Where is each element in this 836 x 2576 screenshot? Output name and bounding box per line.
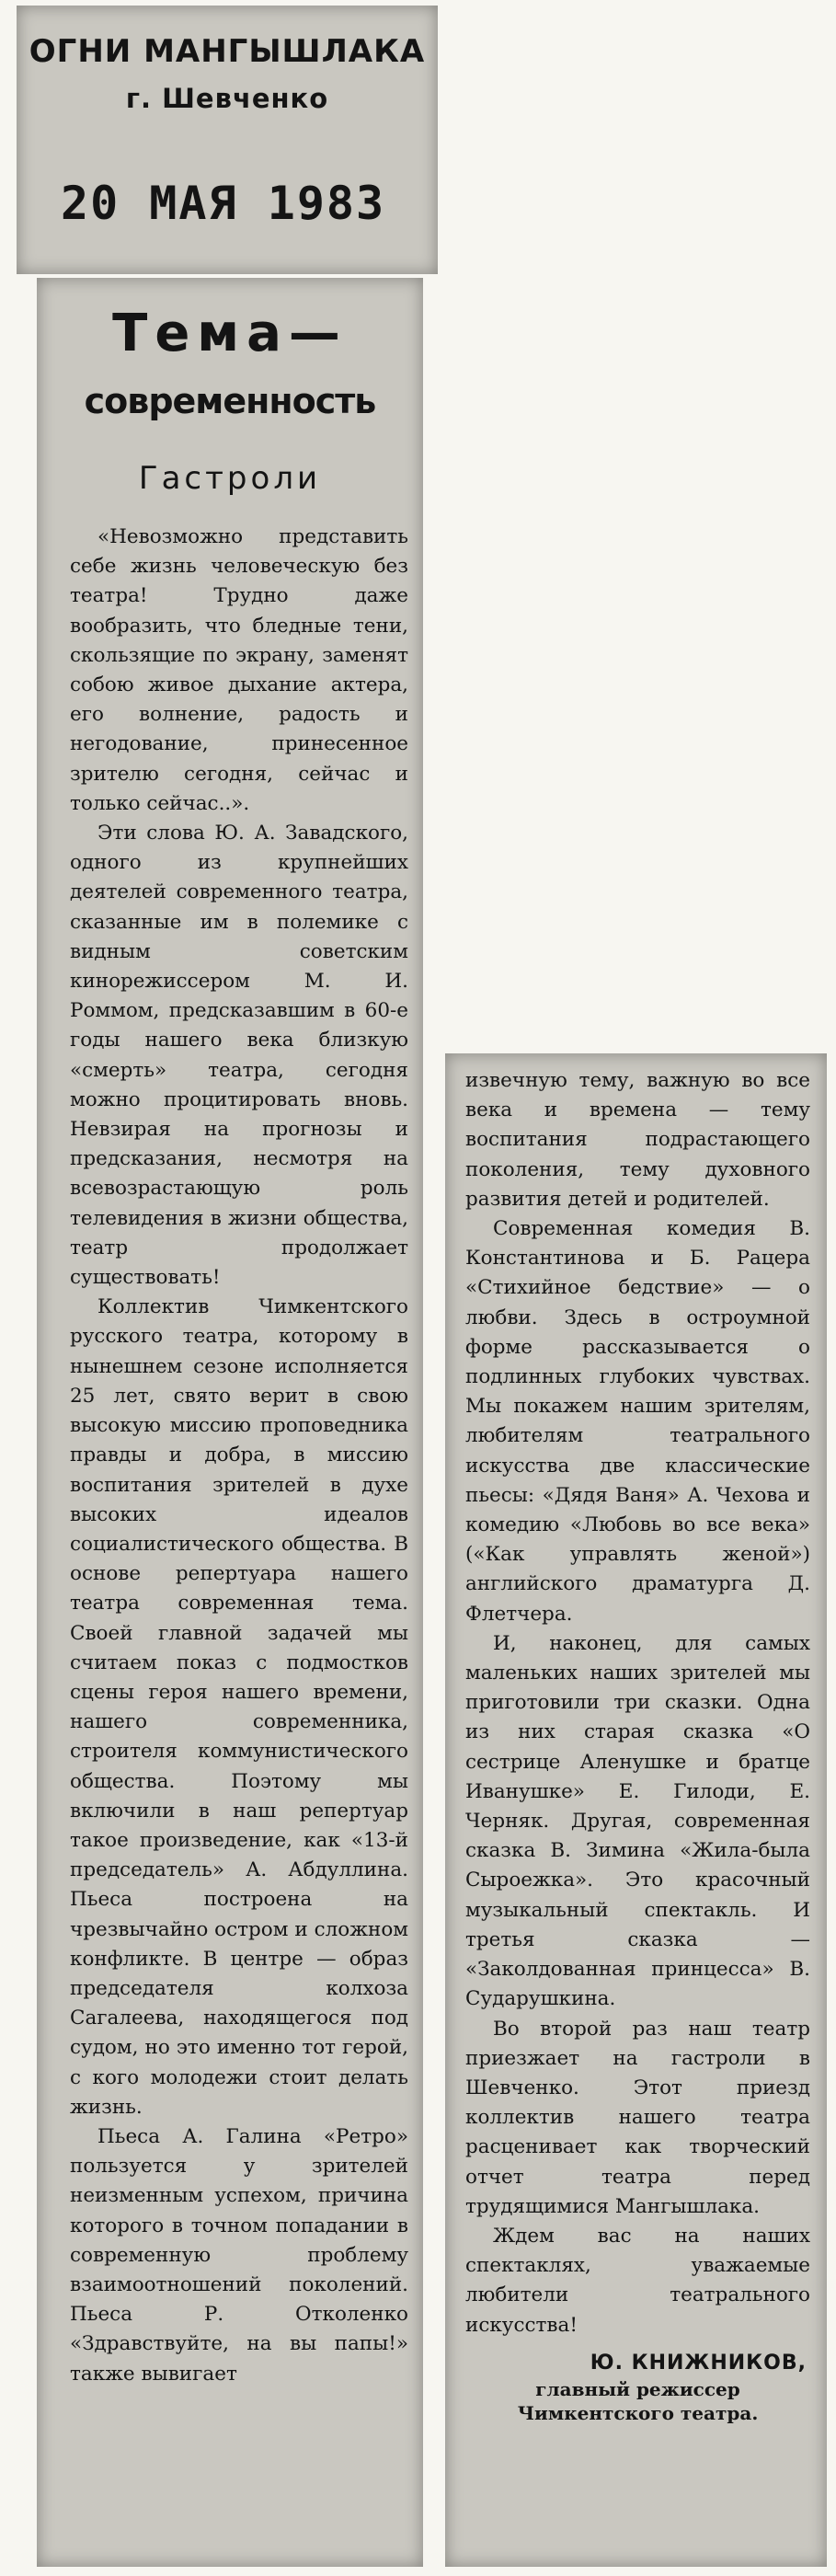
paragraph: извечную тему, важную во все века и времена — тему воспитания подрастающего поколения, тему духовного развития детей и родителей. <box>465 1069 810 1211</box>
article-left-column <box>70 523 408 2389</box>
paragraph: Эти слова Ю. А. Завадского, одного из крупнейших деятелей современного театра, сказанные им в полемике с видным советским кинорежиссером М. И. Роммом, предсказавшим в 60-е годы нашего века близкую «смерть» театра, сегодня можно процитировать вновь. Невзирая на прогнозы и предсказания, несмотря на всевозрастающую роль телевидения в жизни общества, театр продолжает существовать! <box>70 822 408 1290</box>
author-position: главный режиссер Чимкентского театра. <box>517 2377 759 2424</box>
article-rubric: Гастроли <box>138 460 322 497</box>
article-right-column <box>465 1066 810 2425</box>
article-title-line1: Тема— <box>112 304 348 363</box>
article-clipping-right <box>445 1053 827 2567</box>
paragraph: Пьеса А. Галина «Ретро» пользуется у зрителей неизменным успехом, причина которого в точном попадании в современную проблему взаимоотношений поколений. Пьеса Р. Отколенко «Здравствуйте, на вы папы!» также вывигает <box>70 2124 408 2386</box>
author-signature: Ю. КНИЖНИКОВ, <box>590 2351 807 2375</box>
article-title-line2: современность <box>84 381 376 421</box>
paragraph: Ждем вас на наших спектаклях, уважаемые любители театрального искусства! <box>465 2224 810 2337</box>
newspaper-name: ОГНИ МАНГЫШЛАКА <box>29 33 426 70</box>
newspaper-masthead-clipping <box>17 6 438 274</box>
paragraph: Во второй раз наш театр приезжает на гастроли в Шевченко. Этот приезд коллектив нашего театра расценивает как творческий отчет театра перед трудящимися Мангышлака. <box>465 2017 810 2218</box>
paragraph: Коллектив Чимкентского русского театра, которому в нынешнем сезоне исполняется 25 лет, свято верит в свою высокую миссию проповедника правды и добра, в миссию воспитания зрителей в духе высоких идеалов социалистического общества. В основе репертуара нашего театра современная тема. Своей главной задачей мы считаем показ с подмостков сцены героя нашего времени, нашего современника, строителя коммунистического общества. Поэтому мы включили в наш репертуар такое произведение, как «13-й председатель» А. Абдуллина. Пьеса построена на чрезвычайно остром и сложном конфликте. В центре — образ председателя колхоза Сагалеева, находящегося под судом, но это именно тот герой, с кого молодежи стоит делать жизнь. <box>70 1295 408 2119</box>
publication-date-stamp: 20 МАЯ 1983 <box>61 177 386 230</box>
paragraph: Современная комедия В. Константинова и Б. Рацера «Стихийное бедствие» — о любви. Здесь в остроумной форме рассказывается о подлинных глубоких чувствах. Мы покажем нашим зрителям, любителям театрального искусства две классические пьесы: «Дядя Ваня» А. Чехова и комедию «Любовь во все века» («Как управлять женой») английского драматурга Д. Флетчера. <box>465 1217 810 1626</box>
paragraph: «Невозможно представить себе жизнь человеческую без театра! Трудно даже вообразить, что бледные тени, скользящие по экрану, заменят собою живое дыхание актера, его волнение, радость и негодование, принесенное зрителю сегодня, сейчас и только сейчас..». <box>70 525 408 815</box>
article-clipping-left <box>37 278 423 2567</box>
paragraph: И, наконец, для самых маленьких наших зрителей мы приготовили три сказки. Одна из них старая сказка «О сестрице Аленушке и братце Иванушке» Е. Гилоди, Е. Черняк. Другая, современная сказка В. Зимина «Жила-была Сыроежка». Это красочный музыкальный спектакль. И третья сказка — «Заколдованная принцесса» В. Сударушкина. <box>465 1631 810 2011</box>
newspaper-city: г. Шевченко <box>125 83 329 114</box>
